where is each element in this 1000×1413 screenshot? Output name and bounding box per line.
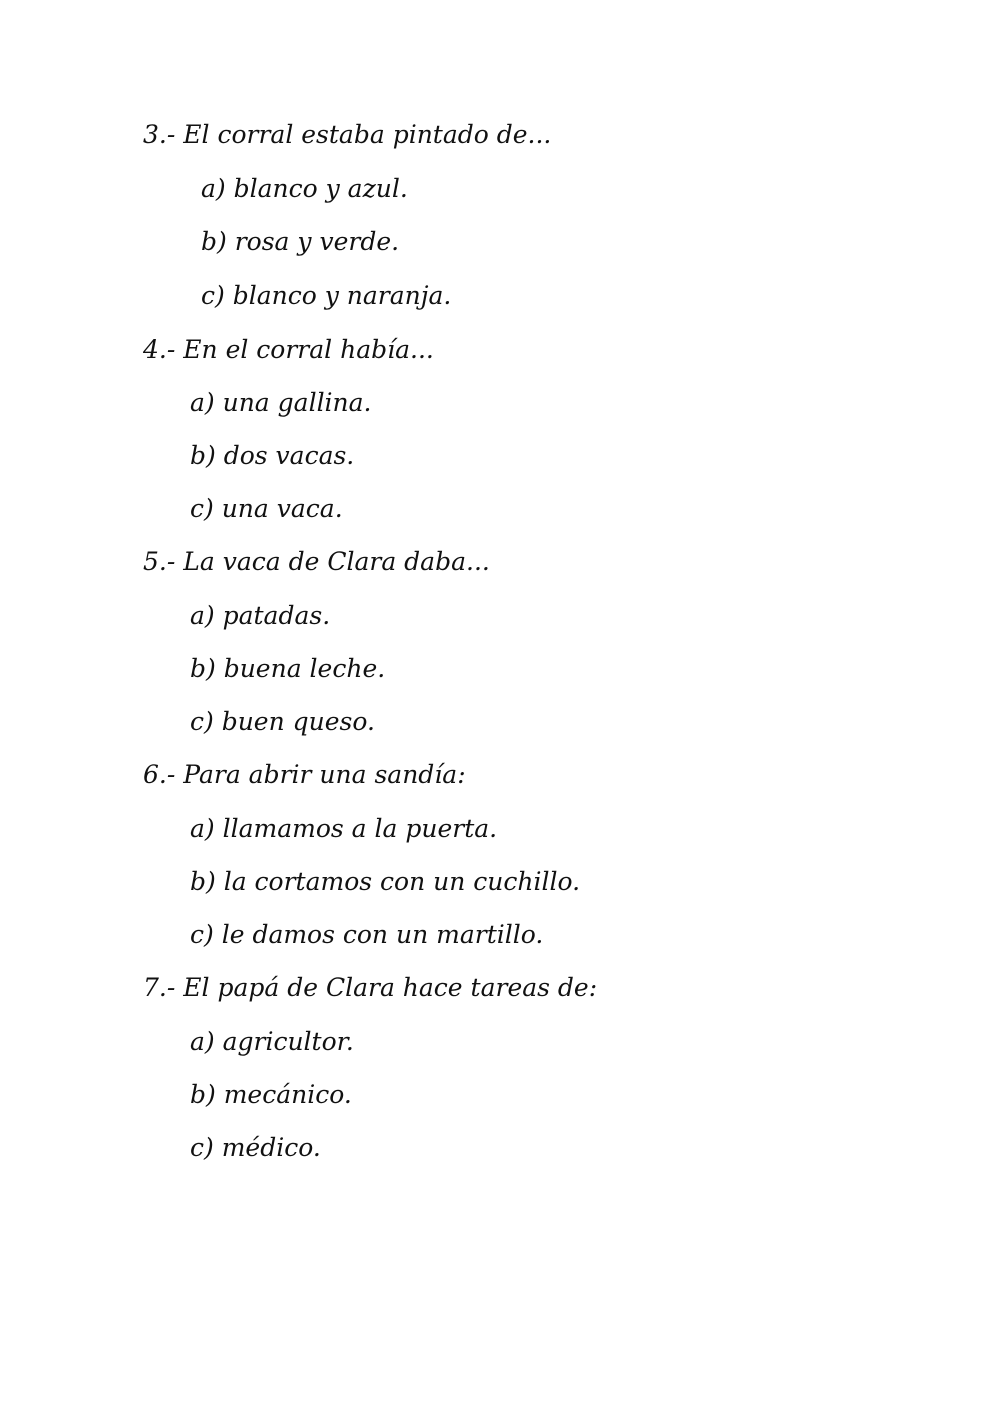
- option-6a: a) llamamos a la puerta.: [190, 814, 498, 843]
- option-5b: b) buena leche.: [190, 654, 386, 683]
- question-number: 7.-: [143, 973, 176, 1002]
- option-6b: b) la cortamos con un cuchillo.: [190, 867, 581, 896]
- option-4a: a) una gallina.: [190, 388, 372, 417]
- question-text: En el corral había...: [183, 335, 434, 364]
- question-3: [143, 120, 551, 150]
- option-4c: c) una vaca.: [190, 494, 343, 523]
- question-text: El papá de Clara hace tareas de:: [183, 973, 598, 1002]
- option-4b: b) dos vacas.: [190, 441, 355, 470]
- option-7a: a) agricultor.: [190, 1027, 354, 1056]
- option-5a: a) patadas.: [190, 601, 331, 630]
- question-number: 3.-: [143, 120, 176, 149]
- option-7b: b) mecánico.: [190, 1080, 352, 1109]
- question-text: El corral estaba pintado de...: [183, 120, 552, 149]
- question-text: Para abrir una sandía:: [183, 760, 466, 789]
- question-text: La vaca de Clara daba...: [183, 547, 490, 576]
- question-number: 6.-: [143, 760, 176, 789]
- option-3b: b) rosa y verde.: [201, 227, 400, 256]
- question-number: 4.-: [143, 335, 176, 364]
- option-3c: c) blanco y naranja.: [201, 281, 452, 310]
- option-7c: c) médico.: [190, 1133, 321, 1162]
- option-6c: c) le damos con un martillo.: [190, 920, 544, 949]
- question-4: [143, 335, 434, 365]
- question-number: 5.-: [143, 547, 176, 576]
- question-6: [143, 760, 466, 790]
- option-3a: a) blanco y azul.: [201, 174, 408, 203]
- question-5: [143, 547, 490, 577]
- option-5c: c) buen queso.: [190, 707, 375, 736]
- question-7: [143, 973, 597, 1003]
